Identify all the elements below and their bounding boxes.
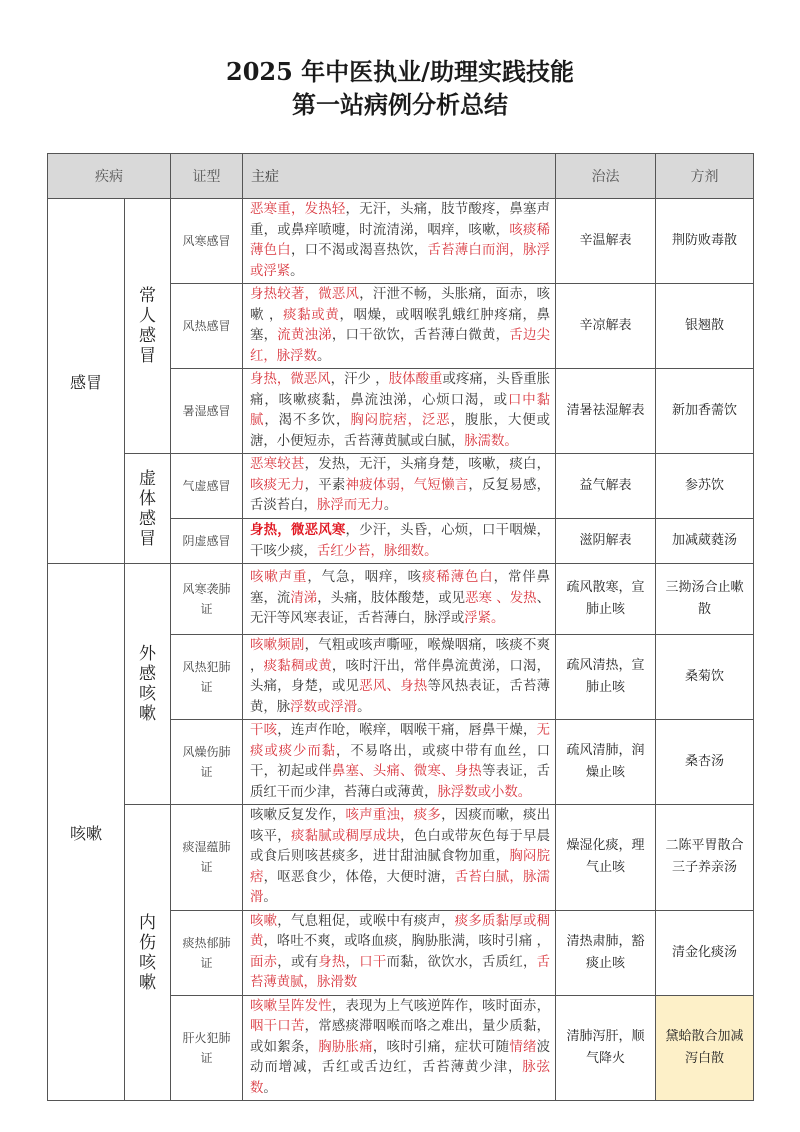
symptom-text: ，渴不多饮，: [264, 413, 351, 428]
formula-name: 银翘散: [656, 284, 754, 369]
key-symptom-text: 痰稀薄色白: [421, 570, 494, 586]
syndrome-name: 肝火犯肺证: [171, 995, 243, 1101]
symptoms-cell: [243, 805, 556, 911]
key-symptom-text: 身热，微恶风: [250, 372, 331, 387]
key-symptom-text: 身热较著，微恶风: [250, 287, 360, 302]
table-row: [48, 564, 754, 635]
syndrome-name: 痰热郁肺证: [171, 910, 243, 995]
symptom-text: ，气急，咽痒，咳: [307, 570, 422, 586]
symptoms-cell: [243, 720, 556, 805]
symptoms-cell: [243, 454, 556, 519]
symptoms-cell: [243, 635, 556, 720]
key-symptom-text: 身热: [318, 954, 346, 970]
treatment-method: 疏风清热，宣肺止咳: [556, 635, 656, 720]
symptom-text: 。: [290, 263, 304, 279]
syndrome-name: 风寒袭肺证: [171, 564, 243, 635]
table-row: [48, 454, 754, 519]
symptom-text: ，口干欲饮，舌苔薄白微黄，: [331, 328, 510, 343]
symptom-text: ，色白或带灰色每于早晨或食后则咳甚痰多，进甘甜油腻食物加重，: [250, 828, 551, 864]
formula-name: 清金化痰汤: [656, 910, 754, 995]
table-header-row: [48, 154, 754, 199]
treatment-method: 辛温解表: [556, 199, 656, 284]
syndrome-name: 风寒感冒: [171, 199, 243, 284]
key-symptom-text: 口干: [359, 954, 387, 970]
document-subtitle: 第一站病例分析总结: [292, 90, 508, 119]
key-symptom-text: 干咳: [250, 723, 278, 738]
key-symptom-text: 鼻塞、头痛、微寒、身热: [331, 764, 483, 779]
treatment-method: 清肺泻肝，顺气降火: [556, 995, 656, 1101]
key-symptom-text: 清涕: [290, 590, 318, 606]
formula-name: 加减葳蕤汤: [656, 519, 754, 564]
key-symptom-text: 身热，微恶风寒: [250, 522, 346, 538]
treatment-method: 益气解表: [556, 454, 656, 519]
treatment-method: 滋阴解表: [556, 519, 656, 564]
symptom-text: 而黏，欲饮水，舌质红，: [386, 954, 537, 970]
symptom-text: 等风热表证，舌苔薄黄，脉: [250, 679, 551, 715]
symptoms-cell: [243, 910, 556, 995]
symptom-text: ，连声作呛，喉痒，咽喉干痛，唇鼻干燥，: [277, 723, 537, 738]
key-symptom-text: 痰黏或黄: [283, 307, 340, 323]
key-symptom-text: 舌红少苔，脉细数。: [316, 543, 438, 559]
key-symptom-text: 脉浮数或小数。: [437, 784, 532, 800]
symptoms-cell: [243, 284, 556, 369]
symptoms-cell: [243, 519, 556, 564]
treatment-method: 燥湿化痰，理气止咳: [556, 805, 656, 911]
key-symptom-text: 面赤: [250, 954, 278, 970]
symptoms-cell: [243, 199, 556, 284]
key-symptom-text: 情绪: [509, 1039, 537, 1055]
key-symptom-text: 痰多质黏厚或稠黄: [250, 913, 551, 949]
symptoms-cell: [243, 564, 556, 635]
key-symptom-text: 胸闷脘痞，泛恶: [350, 413, 451, 428]
key-symptom-text: 无痰或痰少而黏: [250, 723, 550, 759]
key-symptom-text: 咽干口苦: [250, 1019, 305, 1034]
key-symptom-text: 咳痰稀薄色白: [250, 222, 550, 258]
header-formula: 方剂: [656, 154, 754, 199]
key-symptom-text: 恶寒重，发热轻: [250, 202, 346, 217]
formula-name: 三拗汤合止嗽散: [656, 564, 754, 635]
symptom-text: 咳嗽反复发作，: [250, 808, 346, 823]
syndrome-name: 痰湿蕴肺证: [171, 805, 243, 911]
symptom-text: 波动而增减，舌红或舌边红，舌苔薄黄少津，: [250, 1039, 551, 1075]
key-symptom-text: 咳嗽频剧: [250, 638, 305, 653]
key-symptom-text: 脉浮而无力: [316, 498, 384, 514]
key-symptom-text: 咳声重浊，痰多: [345, 808, 442, 823]
symptom-text: ，因痰而嗽，痰出咳平，: [250, 808, 551, 844]
syndrome-name: 风燥伤肺证: [171, 720, 243, 805]
key-symptom-text: 咳嗽: [250, 913, 278, 929]
symptom-text: ，平素: [304, 477, 346, 493]
key-symptom-text: 咳嗽呈阵发性: [250, 998, 332, 1014]
key-symptom-text: 流黄浊涕: [277, 328, 332, 343]
symptom-text: ，咳时引痛，症状可随: [372, 1039, 510, 1055]
formula-name: 二陈平胃散合三子养亲汤: [656, 805, 754, 911]
symptom-text: ，不易咯出，或痰中带有血丝，口干，初起或伴: [250, 743, 551, 779]
disease-subtype: 常人感冒: [125, 199, 171, 454]
treatment-method: 清热肃肺，豁痰止咳: [556, 910, 656, 995]
symptom-text: ，反复易感，舌淡苔白，: [250, 477, 551, 514]
symptom-text: ，少汗，头昏，心烦，口干咽燥，干咳少痰，: [250, 523, 551, 559]
symptom-text: ，腹胀，大便或溏，小便短赤，舌苔薄黄腻或白腻，: [250, 413, 551, 449]
key-symptom-text: 舌边尖红，脉浮数: [250, 328, 551, 364]
formula-name: 桑菊饮: [656, 635, 754, 720]
key-symptom-text: 脉弦数: [250, 1060, 551, 1096]
key-symptom-text: 口中黏腻: [250, 392, 551, 428]
symptom-text: ，或有: [277, 954, 319, 970]
symptom-text: ，: [345, 954, 360, 970]
syndrome-name: 阴虚感冒: [171, 519, 243, 564]
symptoms-cell: [243, 995, 556, 1101]
disease-subtype: 虚体感冒: [125, 454, 171, 564]
symptom-text: ，口不渴或渴喜热饮，: [290, 243, 428, 258]
symptom-text: ，呕恶食少，体倦，大便时溏，: [263, 869, 455, 885]
key-symptom-text: 痰黏稠或黄: [263, 658, 332, 674]
symptom-text: ，气粗或咳声嘶哑，喉燥咽痛，咳痰不爽 ，: [250, 638, 551, 674]
disease-name: 咳嗽: [48, 564, 125, 1101]
disease-subtype: 外感咳嗽: [125, 564, 171, 805]
key-symptom-text: 肢体酸重: [388, 372, 443, 387]
symptom-text: ，咳时汗出，常伴鼻流黄涕，口渴，头痛，身楚，或见: [250, 658, 551, 694]
symptom-text: 、无汗等风寒表证，舌苔薄白，脉浮或: [250, 590, 551, 627]
header-syndrome: 证型: [171, 154, 243, 199]
symptom-text: ，气息粗促，或喉中有痰声，: [277, 913, 455, 929]
disease-name: 感冒: [48, 199, 125, 564]
key-symptom-text: 胸闷脘痞: [250, 849, 550, 885]
header-treatment: 治法: [556, 154, 656, 199]
symptom-text: ，发热，无汗，头痛身楚，咳嗽，痰白，: [304, 457, 551, 473]
symptom-text: ，咽燥，或咽喉乳蛾红肿疼痛，鼻塞，: [250, 307, 551, 343]
key-symptom-text: 咳痰无力: [250, 477, 305, 493]
symptom-text: ，常感痰滞咽喉而咯之难出，量少质黏，或如絮条，: [250, 1019, 551, 1055]
symptom-text: ，无汗，头痛，肢节酸疼，鼻塞声重，或鼻痒喷嚏，时流清涕，咽痒，咳嗽，: [250, 202, 551, 238]
key-symptom-text: 脉濡数。: [464, 433, 518, 449]
key-symptom-text: 恶寒较甚: [250, 457, 305, 473]
key-symptom-text: 胸胁胀痛: [318, 1039, 373, 1055]
symptom-text: 。: [316, 348, 331, 364]
symptom-text: 。: [263, 890, 277, 905]
document-title: 2025 年中医执业/助理实践技能: [226, 57, 574, 86]
symptom-text: 。: [383, 498, 398, 514]
key-symptom-text: 舌苔薄黄腻，脉滑数: [250, 954, 551, 990]
syndrome-name: 暑湿感冒: [171, 369, 243, 454]
key-symptom-text: 舌苔白腻，脉濡滑: [250, 869, 551, 905]
treatment-method: 清暑祛湿解表: [556, 369, 656, 454]
key-symptom-text: 恶风、身热: [359, 679, 428, 694]
key-symptom-text: 痰黏腻或稠厚成块: [290, 828, 401, 844]
treatment-method: 疏风散寒，宣肺止咳: [556, 564, 656, 635]
treatment-method: 疏风清肺，润燥止咳: [556, 720, 656, 805]
symptom-text: ，咯吐不爽，或咯血痰，胸胁胀满，咳时引痛 ，: [263, 934, 550, 949]
formula-name: 桑杏汤: [656, 720, 754, 805]
formula-name: 黛蛤散合加减泻白散: [656, 995, 754, 1101]
symptom-text: ，常伴鼻塞，流: [250, 570, 551, 606]
symptom-text: 或疼痛，头昏重胀痛，咳嗽痰黏，鼻流浊涕，心烦口渴，或: [250, 372, 551, 408]
symptom-text: ，汗少 ，: [330, 372, 389, 387]
symptom-text: 。: [357, 699, 371, 715]
treatment-method: 辛凉解表: [556, 284, 656, 369]
table-row: [48, 199, 754, 284]
symptoms-cell: [243, 369, 556, 454]
key-symptom-text: 浮紧。: [464, 611, 505, 627]
table-body: [48, 199, 754, 1101]
case-analysis-table: [47, 153, 754, 1101]
formula-name: 荆防败毒散: [656, 199, 754, 284]
formula-name: 参苏饮: [656, 454, 754, 519]
key-symptom-text: 舌苔薄白而润，脉浮或浮紧: [250, 243, 551, 279]
symptom-text: 。: [263, 1080, 277, 1096]
syndrome-name: 风热感冒: [171, 284, 243, 369]
key-symptom-text: 神疲体弱，气短懒言: [345, 477, 469, 493]
key-symptom-text: 咳嗽声重: [250, 570, 308, 586]
symptom-text: ，头痛，肢体酸楚，或见: [317, 590, 466, 606]
key-symptom-text: 浮数或浮滑: [290, 699, 358, 715]
syndrome-name: 气虚感冒: [171, 454, 243, 519]
symptom-text: ，汗泄不畅，头胀痛，面赤，咳嗽 ，: [250, 287, 551, 323]
symptom-text: 等表证，舌质红干而少津，苔薄白或薄黄，: [250, 764, 551, 800]
disease-subtype: 内伤咳嗽: [125, 805, 171, 1101]
key-symptom-text: 恶寒 、发热: [465, 590, 537, 606]
header-disease: 疾病: [48, 154, 171, 199]
table-row: [48, 805, 754, 911]
formula-name: 新加香薷饮: [656, 369, 754, 454]
header-symptoms: 主症: [243, 154, 556, 199]
symptom-text: ，表现为上气咳逆阵作，咳时面赤，: [331, 998, 551, 1014]
syndrome-name: 风热犯肺证: [171, 635, 243, 720]
